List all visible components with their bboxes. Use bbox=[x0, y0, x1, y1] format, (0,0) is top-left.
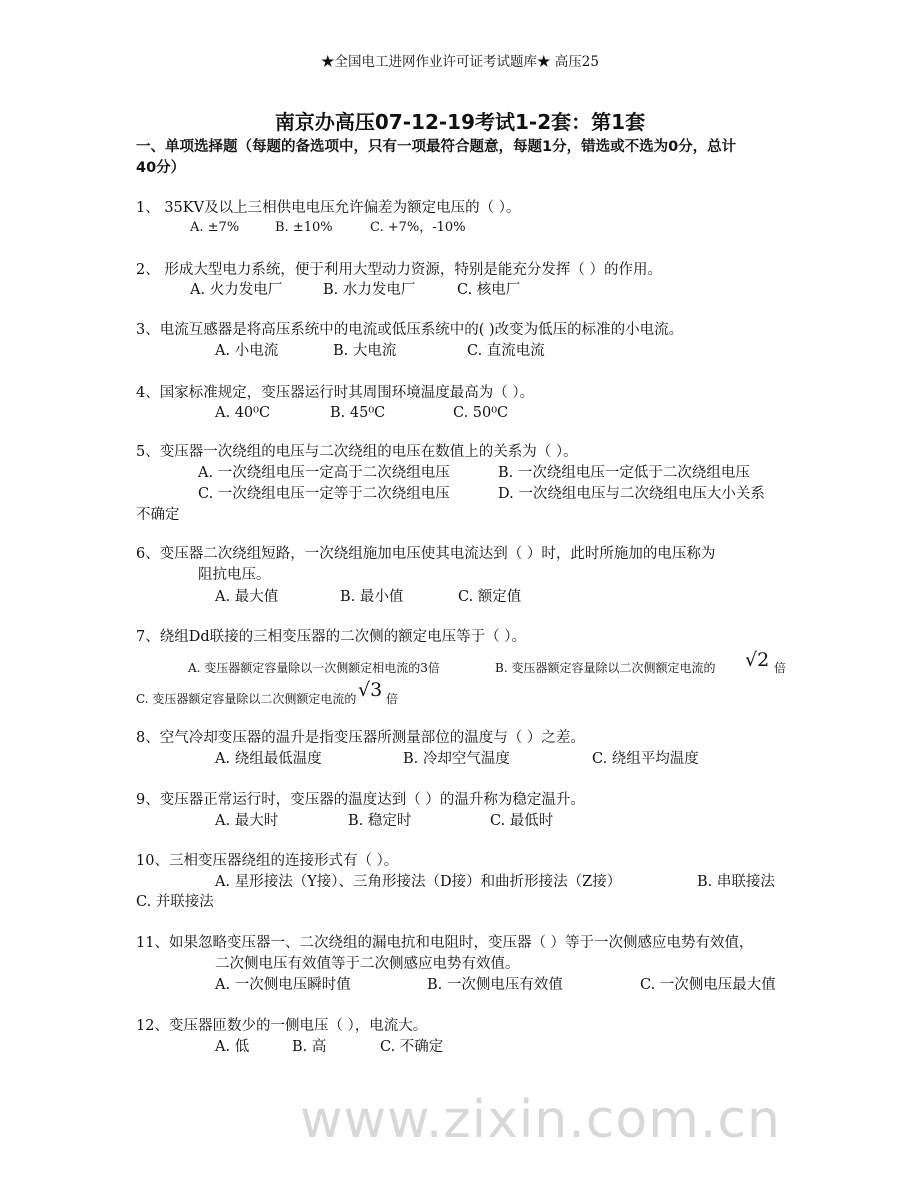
section-heading-cont: 40分） bbox=[136, 160, 186, 176]
option-a: A. 一次绕组电压一定高于二次绕组电压 bbox=[198, 465, 450, 481]
option-c: C. +7%，-10% bbox=[370, 220, 466, 235]
question-8: 8、空气冷却变压器的温升是指变压器所测量部位的温度与（ ）之差。 bbox=[136, 730, 585, 746]
option-c: C. 绕组平均温度 bbox=[592, 751, 699, 767]
option-b: B. 稳定时 bbox=[348, 813, 412, 829]
question-9: 9、变压器正常运行时，变压器的温度达到（ ）的温升称为稳定温升。 bbox=[136, 792, 585, 808]
question-12: 12、变压器匝数少的一侧电压（ ），电流大。 bbox=[136, 1018, 428, 1034]
option-b: B. 一次绕组电压一定低于二次绕组电压 bbox=[498, 465, 750, 481]
page-header: ★全国电工进网作业许可证考试题库★ 高压25 bbox=[321, 54, 599, 70]
option-c: C. 一次侧电压最大值 bbox=[640, 977, 776, 993]
option-a: A. 低 bbox=[215, 1039, 250, 1055]
option-c: C. 直流电流 bbox=[467, 343, 545, 359]
option-b: B. 高 bbox=[292, 1039, 327, 1055]
sqrt-3: √3 bbox=[358, 679, 383, 701]
option-b: B. 最小值 bbox=[340, 589, 404, 605]
sqrt-2: √2 bbox=[745, 649, 770, 671]
question-7: 7、绕组Dd联接的三相变压器的二次侧的额定电压等于（ ）。 bbox=[136, 629, 526, 645]
option-a: A. 星形接法（Y接）、三角形接法（D接）和曲折形接法（Z接） bbox=[215, 874, 622, 890]
option-c: C. 最低时 bbox=[490, 813, 554, 829]
bei-label: 倍 bbox=[386, 692, 399, 706]
option-c: C. 变压器额定容量除以二次侧额定电流的 bbox=[136, 692, 357, 706]
option-d: D. 一次绕组电压与二次绕组电压大小关系 bbox=[498, 486, 765, 502]
option-c: C. 核电厂 bbox=[457, 282, 521, 298]
question-3: 3、电流互感器是将高压系统中的电流或低压系统中的( )改变为低压的标准的小电流。 bbox=[136, 322, 684, 338]
option-c: C. 一次绕组电压一定等于二次绕组电压 bbox=[198, 486, 450, 502]
option-b: B. 水力发电厂 bbox=[323, 282, 416, 298]
watermark: www.zixin.com.cn bbox=[300, 1090, 781, 1150]
option-c: C. 额定值 bbox=[458, 589, 522, 605]
question-1: 1、 35KV及以上三相供电电压允许偏差为额定电压的（ ）。 bbox=[136, 200, 521, 216]
option-b: B. 大电流 bbox=[333, 343, 397, 359]
option-b: B. 一次侧电压有效值 bbox=[427, 977, 563, 993]
option-a: A. 变压器额定容量除以一次侧额定相电流的3倍 bbox=[188, 661, 440, 675]
question-2: 2、 形成大型电力系统，便于利用大型动力资源，特别是能充分发挥（ ）的作用。 bbox=[136, 262, 662, 278]
section-heading: 一、单项选择题（每题的备选项中，只有一项最符合题意，每题1分，错选或不选为0分，总计 bbox=[136, 139, 737, 155]
question-5: 5、变压器一次绕组的电压与二次绕组的电压在数值上的关系为（ ）。 bbox=[136, 444, 578, 460]
question-6-cont: 阻抗电压。 bbox=[198, 567, 271, 583]
option-a: A. ±7% bbox=[190, 220, 240, 235]
option-a: A. 绕组最低温度 bbox=[215, 751, 322, 767]
option-a: A. 一次侧电压瞬时值 bbox=[215, 977, 351, 993]
option-a: A. 40⁰C bbox=[215, 405, 271, 421]
option-b: B. 变压器额定容量除以二次侧额定电流的 bbox=[495, 661, 716, 675]
question-11: 11、如果忽略变压器一、二次绕组的漏电抗和电阻时，变压器（ ）等于一次侧感应电势有效值， bbox=[136, 935, 754, 951]
question-11-cont: 二次侧电压有效值等于二次侧感应电势有效值。 bbox=[215, 956, 520, 972]
option-b: B. 45⁰C bbox=[330, 405, 386, 421]
option-d-cont: 不确定 bbox=[136, 507, 180, 523]
option-a: A. 最大值 bbox=[215, 589, 279, 605]
option-c: C. 并联接法 bbox=[136, 894, 214, 910]
option-c: C. 不确定 bbox=[380, 1039, 444, 1055]
document-title: 南京办高压07-12-19考试1-2套：第1套 bbox=[274, 110, 646, 134]
question-6: 6、变压器二次绕组短路，一次绕组施加电压使其电流达到（ ）时，此时所施加的电压称为 bbox=[136, 546, 716, 562]
question-10: 10、三相变压器绕组的连接形式有（ ）。 bbox=[136, 853, 399, 869]
option-b: B. 串联接法 bbox=[697, 874, 775, 890]
option-b: B. ±10% bbox=[275, 220, 333, 235]
option-b: B. 冷却空气温度 bbox=[403, 751, 510, 767]
bei-label: 倍 bbox=[774, 661, 787, 675]
option-a: A. 最大时 bbox=[215, 813, 279, 829]
option-c: C. 50⁰C bbox=[453, 405, 509, 421]
option-a: A. 火力发电厂 bbox=[190, 282, 283, 298]
option-a: A. 小电流 bbox=[215, 343, 279, 359]
question-4: 4、国家标准规定，变压器运行时其周围环境温度最高为（ ）。 bbox=[136, 385, 535, 401]
